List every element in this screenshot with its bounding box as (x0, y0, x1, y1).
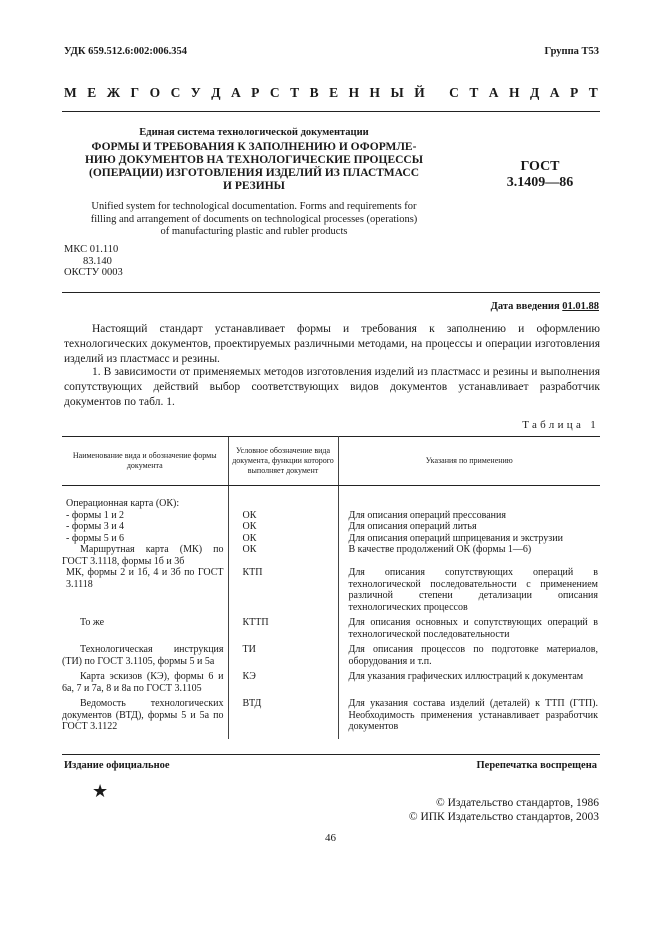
standard-type-heading (64, 85, 598, 101)
doc-name-cell: То же (80, 617, 105, 628)
table-row (62, 640, 600, 667)
udk-code: УДК 659.512.6:002:006.354 (64, 46, 187, 57)
heading-letter: Д (211, 85, 221, 100)
page-number: 46 (325, 832, 336, 844)
usage-cell: В качестве продолжений ОК (формы 1—6) (348, 544, 532, 555)
heading-letter: Т (469, 85, 479, 100)
title-line: НИЮ ДОКУМЕНТОВ НА ТЕХНОЛОГИЧЕСКИЕ ПРОЦЕССЫ (84, 154, 424, 166)
usage-cell: Для описания операций литья (348, 521, 477, 532)
english-title (64, 201, 444, 239)
clause-1-paragraph: 1. В зависимости от применяемых методов изготовления изделий из пластмасс и резины и выполнения сопутствующих действий выбор соответствующих видов документов устанавливает разработчик документов по табл. 1. (64, 366, 600, 408)
doc-name-cell: - формы 5 и 6 (66, 532, 125, 544)
doc-name-cell: МК, формы 2 и 1б, 4 и 3б по ГОСТ 3.1118 (66, 567, 224, 590)
doc-name-cell: Ведомость технологических документов (ВТД), формы 5 и 5а по ГОСТ 3.1122 (62, 698, 224, 732)
document-title (64, 141, 444, 193)
heading-letter: Н (369, 85, 381, 100)
reprint-notice: Перепечатка воспрещена (476, 760, 597, 771)
intro-paragraph: Настоящий стандарт устанавливает формы и требования к заполнению и оформлению технологических документов, проектируемых различными методами, на процессы и операции изготовления изделий из пластмасс и резины. (64, 323, 600, 365)
oкstu-code: ОКСТУ 0003 (64, 267, 123, 278)
classification-codes (64, 244, 123, 279)
usage-cell: Для описания операций шприцевания и экструзии (348, 532, 563, 544)
heading-letter (435, 85, 438, 101)
doc-name-cell: - формы 1 и 2 (66, 509, 125, 521)
copyright-2003: © ИПК Издательство стандартов, 2003 (408, 811, 599, 823)
header-rule (62, 111, 600, 112)
heading-letter: Т (588, 85, 598, 100)
heading-letter: Ы (390, 85, 404, 100)
heading-letter: У (190, 85, 201, 100)
usage-cell: Для указания состава изделий (деталей) к ТТП (ГТП). Необходимость применения устанавливает разработчик документов (348, 698, 598, 732)
doc-name-cell: Технологическая инструкция (ТИ) по ГОСТ 3.1105, формы 5 и 5а (62, 644, 224, 667)
usage-cell: Для описания операций прессования (348, 509, 506, 521)
doc-name-cell: Маршрутная карта (МК) по ГОСТ 3.1118, формы 1б и 3б (62, 544, 224, 567)
heading-letter: Р (569, 85, 579, 100)
gost-designation (480, 159, 600, 191)
effective-date (491, 301, 599, 312)
date-value: 01.01.88 (562, 301, 599, 312)
doc-code-cell: ОК (228, 521, 338, 533)
table-row (62, 510, 600, 522)
doc-name-cell: - формы 3 и 4 (66, 521, 125, 532)
doc-code-cell: КЭ (228, 667, 338, 694)
heading-letter: Н (509, 85, 520, 100)
heading-letter: С (269, 85, 280, 100)
heading-letter: Й (414, 85, 425, 100)
doc-name-cell: Карта эскизов (КЭ), формы 6 и 6а, 7 и 7а, 8 и 8а по ГОСТ 3.1105 (62, 671, 224, 694)
heading-letter: М (64, 85, 77, 100)
table-row (62, 486, 600, 510)
heading-letter: Ж (106, 85, 121, 100)
heading-letter: Г (130, 85, 140, 100)
heading-letter: Д (530, 85, 540, 100)
doc-code-cell: ОК (228, 544, 338, 567)
usage-cell: Для указания графических иллюстраций к документам (348, 671, 584, 682)
heading-letter: Н (348, 85, 360, 100)
mks-code: МКС 01.110 (64, 244, 119, 255)
heading-letter: А (549, 85, 560, 100)
header-doc-code: Условное обозначение вида документа, функции которого выполняет документ (228, 437, 338, 486)
table-row (62, 544, 600, 567)
english-title-line: filling and arrangement of documents on technological processes (operations) (90, 213, 418, 225)
official-edition: Издание официальное (64, 760, 170, 771)
usage-cell (338, 486, 600, 510)
star-icon: ★ (92, 781, 109, 801)
heading-letter: В (309, 85, 319, 100)
heading-letter: А (488, 85, 499, 100)
heading-letter: Е (87, 85, 97, 100)
gost-label: ГОСТ (520, 159, 560, 174)
title-line: (ОПЕРАЦИИ) ИЗГОТОВЛЕНИЯ ИЗДЕЛИЙ ИЗ ПЛАСТМАСС (88, 167, 420, 179)
doc-code-cell: ОК (228, 510, 338, 522)
title-line: И РЕЗИНЫ (223, 180, 285, 192)
doc-code-cell: ТИ (228, 640, 338, 667)
heading-letter: А (230, 85, 241, 100)
section-rule (62, 292, 600, 293)
heading-letter: Е (329, 85, 339, 100)
usage-cell: Для описания основных и сопутствующих операций в технологической последовательности (348, 617, 598, 640)
table-row (62, 694, 600, 739)
table-row (62, 521, 600, 533)
doc-code-cell: ОК (228, 533, 338, 545)
heading-letter: С (170, 85, 181, 100)
english-title-line: of manufacturing plastic and rubler products (160, 226, 348, 237)
usage-cell: Для описания сопутствующих операций в технологической последовательности с применением различной степени детализации описания технологических процессов (348, 567, 598, 613)
table-row (62, 667, 600, 694)
title-line: ФОРМЫ И ТРЕБОВАНИЯ К ЗАПОЛНЕНИЮ И ОФОРМЛЕ- (91, 141, 417, 153)
table-header-row (62, 437, 600, 486)
table-row (62, 533, 600, 545)
mks-code: 83.140 (83, 255, 112, 267)
header-usage: Указания по применению (338, 437, 600, 486)
heading-letter: Р (251, 85, 260, 100)
table-row (62, 567, 600, 613)
footer-rule (62, 754, 600, 755)
header-doc-name: Наименование вида и обозначение формы документа (62, 437, 228, 486)
usage-cell: Для описания процессов по подготовке материалов, оборудования и т.п. (348, 644, 598, 667)
date-label: Дата введения (490, 301, 560, 312)
doc-code-cell: ВТД (228, 694, 338, 739)
document-types-table (62, 436, 600, 739)
table-row (62, 613, 600, 640)
group-code: Группа Т53 (544, 46, 599, 57)
heading-letter: С (449, 85, 459, 100)
copyright-1986: © Издательство стандартов, 1986 (435, 797, 599, 809)
doc-code-cell: КТТП (228, 613, 338, 640)
doc-name-cell: Операционная карта (ОК): (66, 498, 180, 509)
system-name: Единая система технологической документации (139, 127, 369, 138)
english-title-line: Unified system for technological documentation. Forms and requirements for (91, 201, 417, 212)
heading-letter: Т (290, 85, 300, 100)
doc-code-cell (228, 486, 338, 510)
table-caption: Таблица 1 (522, 419, 599, 431)
heading-letter: О (149, 85, 161, 100)
gost-number: 3.1409—86 (506, 175, 574, 190)
doc-code-cell: КТП (228, 567, 338, 613)
